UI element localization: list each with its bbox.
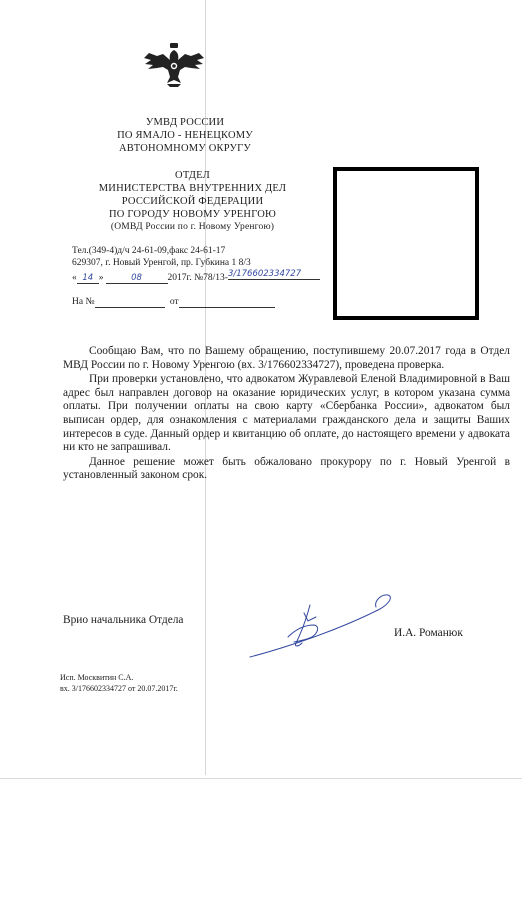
reference-number-blank [95, 297, 165, 308]
date-quote-close: » [98, 273, 104, 283]
header-office [85, 169, 300, 234]
executor-line: вх. 3/176602334727 от 20.07.2017г. [60, 684, 178, 693]
reference-prefix: На № [72, 297, 95, 307]
letter-paragraph: При проверки установлено, что адвокатом Журавлевой Еленой Владимировной в Ваш адрес был направлен договор на оказание юридических услуг, в котором указана сумма оплаты. При получении оплаты на свою карту «Сбербанка России», адвокатом был выписан ордер, для ознакомления с материалами гражданского дела и защиты Ваших интересов в суде. Данный ордер и квитанцию об оплате, до настоящего времени у адвоката ни кто не запрашивал. [63, 373, 510, 454]
redacted-box [333, 167, 479, 320]
contacts-block [72, 245, 342, 308]
executor-line: Исп. Москвитин С.А. [60, 673, 134, 682]
date-month-handwritten: 08 [106, 273, 168, 284]
page-bottom-edge [0, 778, 522, 779]
registration-number-handwritten: 3/176602334727 [228, 269, 320, 280]
signatory-name: И.А. Романюк [394, 627, 463, 639]
date-day-handwritten: 14 [77, 273, 99, 284]
signatory-role: Врио начальника Отдела [63, 614, 184, 626]
reference-from: от [169, 297, 179, 307]
date-year-number: 2017г. №78/13- [167, 273, 228, 283]
header-line: (ОМВД России по г. Новому Уренгою) [110, 222, 275, 232]
header-line: РОССИЙСКОЙ ФЕДЕРАЦИИ [121, 196, 264, 207]
reference-date-blank [179, 297, 275, 308]
date-line [72, 269, 342, 284]
header-line: МИНИСТЕРСТВА ВНУТРЕННИХ ДЕЛ [98, 183, 287, 194]
date-quote-open: « [72, 273, 77, 283]
header-line: АВТОНОМНОМУ ОКРУГУ [118, 143, 252, 154]
letter-body [63, 345, 510, 483]
handwritten-signature [248, 585, 398, 660]
eagle-emblem-icon [143, 40, 205, 88]
letter-paragraph: Данное решение может быть обжаловано прокурору по г. Новый Уренгой в установленный законом срок. [63, 455, 510, 482]
header-line: ПО ГОРОДУ НОВОМУ УРЕНГОЮ [109, 209, 276, 220]
header-line: ПО ЯМАЛО - НЕНЕЦКОМУ [117, 130, 253, 141]
executor-note [60, 672, 178, 694]
header-line: ОТДЕЛ [175, 170, 210, 181]
letter-paragraph: Сообщаю Вам, что по Вашему обращению, поступившему 20.07.2017 года в Отдел МВД России по г. Новому Уренгою (вх. 3/176602334727), проведена проверка. [63, 345, 510, 371]
reference-line [72, 296, 342, 308]
header-line: УМВД РОССИИ [145, 117, 225, 128]
phone-line: Тел.(349-4)д/ч 24-61-09,факс 24-61-17 [72, 246, 226, 256]
address-line: 629307, г. Новый Уренгой, пр. Губкина 1 8/3 [72, 258, 251, 268]
header-department [110, 116, 260, 155]
